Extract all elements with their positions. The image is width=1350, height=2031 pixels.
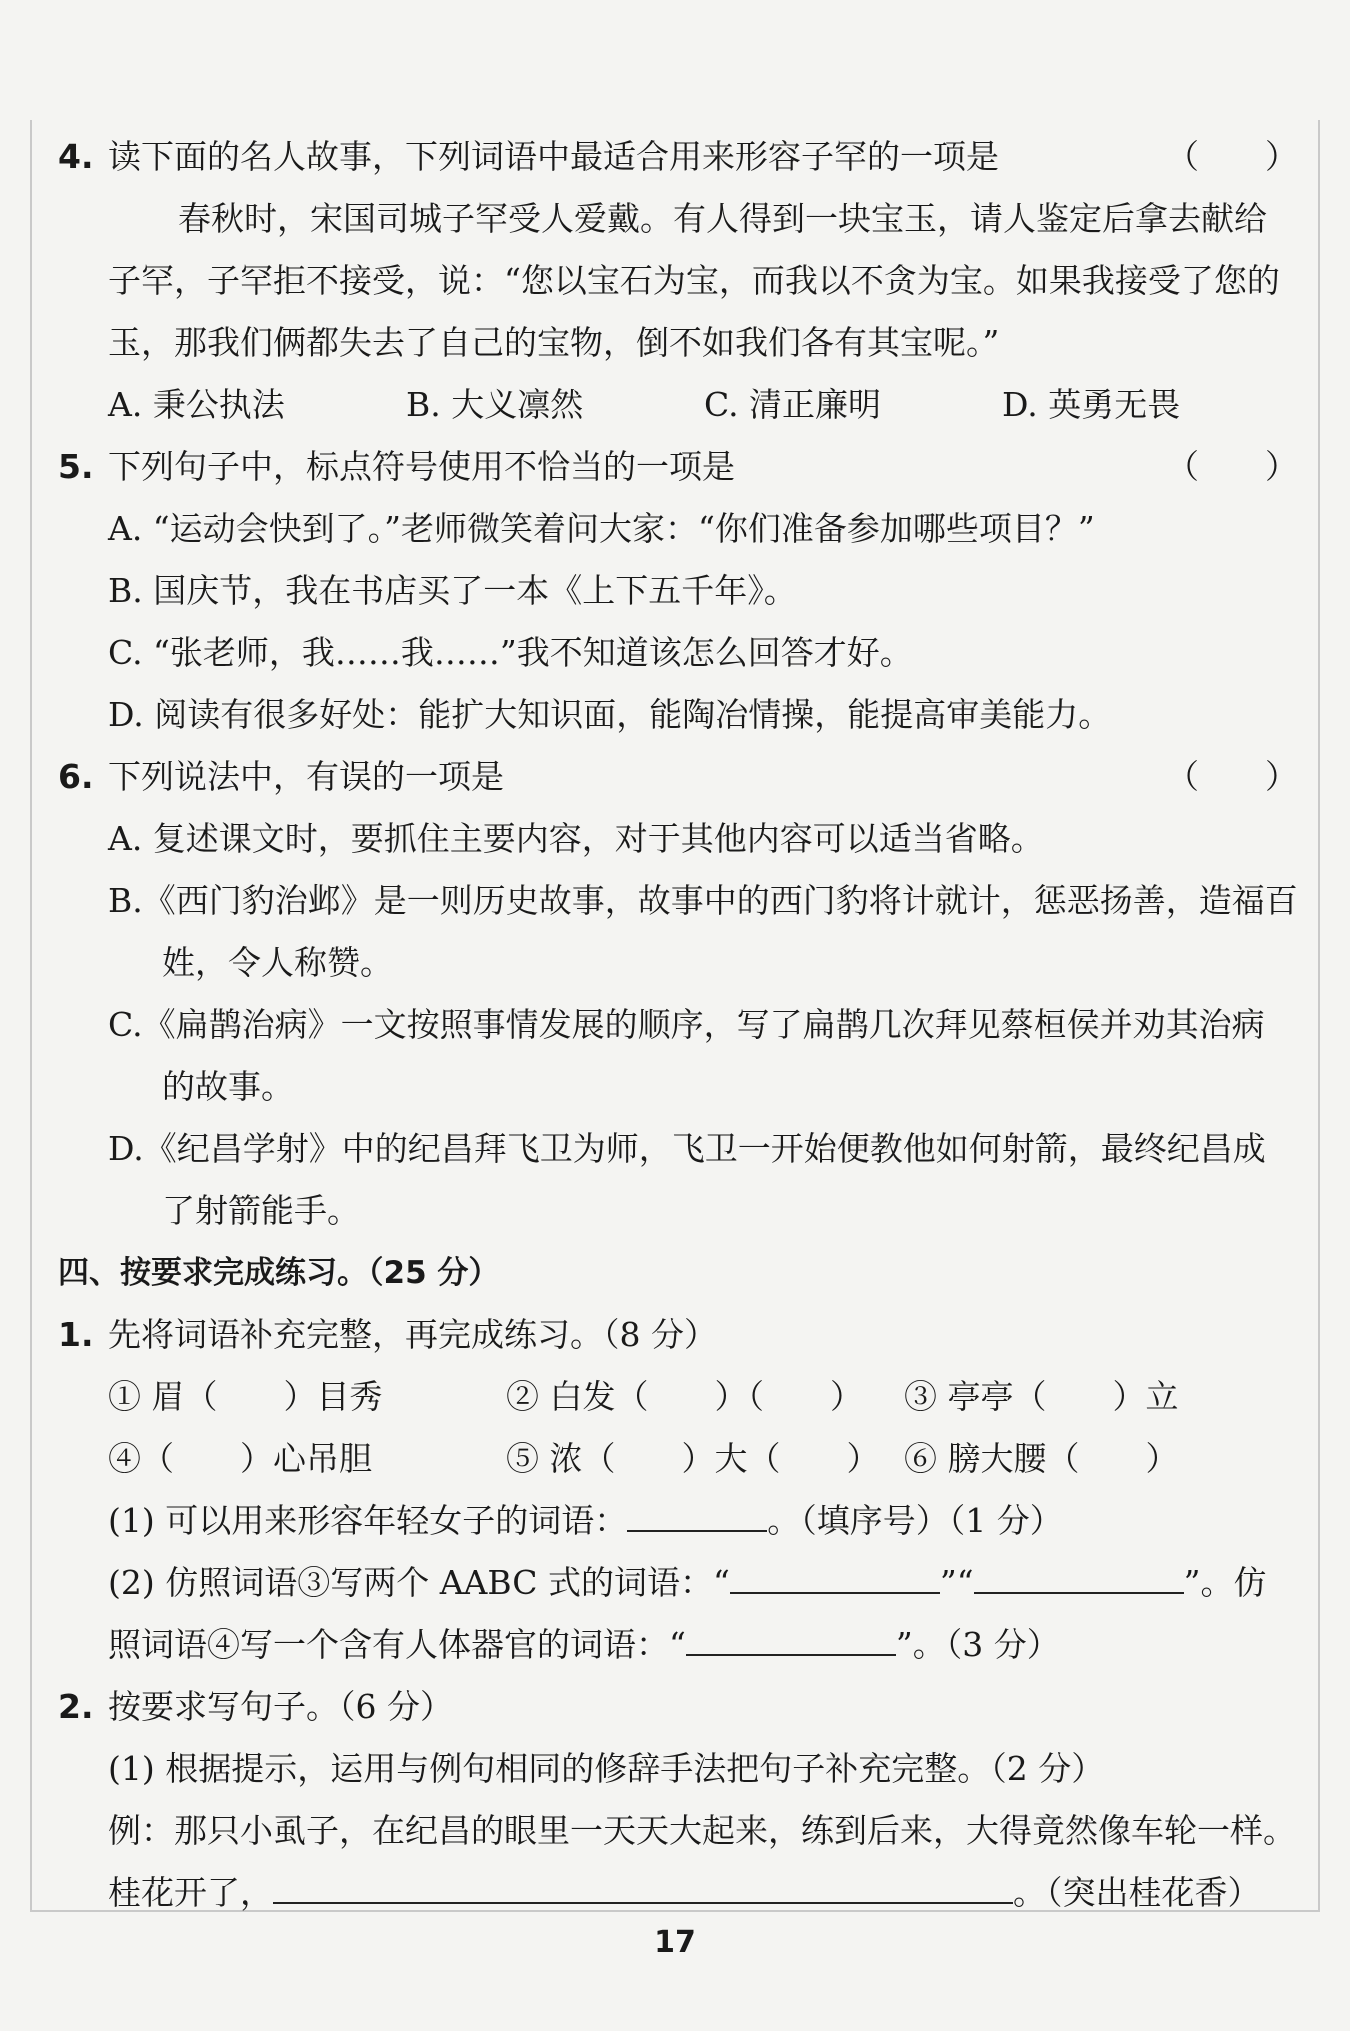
section-4-title: 四、按要求完成练习。（25 分） bbox=[58, 1255, 500, 1291]
s4q1-sub2-line-2 bbox=[58, 1614, 1298, 1676]
q6-option-b-cont: 姓，令人称赞。 bbox=[162, 943, 393, 982]
s4q1-number: 1. bbox=[58, 1315, 94, 1354]
word-item-4[interactable]: ④（ ）心吊胆 bbox=[108, 1439, 372, 1478]
q6-stem: 下列说法中，有误的一项是 bbox=[108, 757, 504, 796]
q6-option-a[interactable]: A. 复述课文时，要抓住主要内容，对于其他内容可以适当省略。 bbox=[108, 819, 1044, 858]
q5-stem-line bbox=[58, 436, 1298, 498]
q6-option-c-cont: 的故事。 bbox=[162, 1067, 294, 1106]
q4-stem-line bbox=[58, 126, 1298, 188]
s4q2-number: 2. bbox=[58, 1687, 94, 1726]
word-item-6[interactable]: ⑥ 膀大腰（ ） bbox=[904, 1439, 1179, 1478]
q4-option-c[interactable]: C. 清正廉明 bbox=[704, 385, 882, 424]
q4-option-d[interactable]: D. 英勇无畏 bbox=[1002, 385, 1181, 424]
word-item-1[interactable]: ① 眉（ ）目秀 bbox=[108, 1377, 383, 1416]
s4q1-sub2-prompt: (2) 仿照词语③写两个 AABC 式的词语：“ bbox=[108, 1563, 730, 1602]
q5-stem: 下列句子中，标点符号使用不恰当的一项是 bbox=[108, 447, 735, 486]
q6-option-c[interactable]: C.《扁鹊治病》一文按照事情发展的顺序，写了扁鹊几次拜见蔡桓侯并劝其治病 bbox=[108, 1005, 1265, 1044]
page-number: 17 bbox=[654, 1925, 696, 1960]
s4q2-stem-line bbox=[58, 1676, 1298, 1738]
q5-answer-paren[interactable]: （ ） bbox=[1166, 447, 1298, 486]
s4q1-sub1-line bbox=[58, 1490, 1298, 1552]
s4q1-sub2-prompt-2: 照词语④写一个含有人体器官的词语：“ bbox=[108, 1625, 686, 1664]
page-frame-right bbox=[1318, 120, 1320, 1910]
s4q1-sub2-line bbox=[58, 1552, 1298, 1614]
word-item-3[interactable]: ③ 亭亭（ ）立 bbox=[904, 1377, 1179, 1416]
q6-option-d[interactable]: D.《纪昌学射》中的纪昌拜飞卫为师，飞卫一开始便教他如何射箭，最终纪昌成 bbox=[108, 1129, 1266, 1168]
q5-option-a[interactable]: A. “运动会快到了。”老师微笑着问大家：“你们准备参加哪些项目？” bbox=[108, 509, 1095, 548]
q5-option-d[interactable]: D. 阅读有很多好处：能扩大知识面，能陶冶情操，能提高审美能力。 bbox=[108, 695, 1112, 734]
s4q2-fill-blank[interactable] bbox=[273, 1870, 1013, 1904]
s4q1-stem-line bbox=[58, 1304, 1298, 1366]
s4q2-stem: 按要求写句子。（6 分） bbox=[108, 1687, 453, 1726]
s4q1-words-row-2 bbox=[58, 1428, 1298, 1490]
q4-option-a[interactable]: A. 秉公执法 bbox=[108, 385, 285, 424]
s4q1-words-row-1 bbox=[58, 1366, 1298, 1428]
s4q1-sub2-blank-1[interactable] bbox=[730, 1560, 940, 1594]
q6-number: 6. bbox=[58, 757, 94, 796]
s4q2-fill-suffix: 。（突出桂花香） bbox=[1013, 1873, 1261, 1912]
q4-options bbox=[58, 374, 1298, 436]
word-item-5[interactable]: ⑤ 浓（ ）大（ ） bbox=[506, 1439, 880, 1478]
q4-option-b[interactable]: B. 大义凛然 bbox=[406, 385, 584, 424]
q4-story-line-3: 玉，那我们俩都失去了自己的宝物，倒不如我们各有其宝呢。” bbox=[108, 323, 1000, 362]
s4q1-sub2-suffix: ”。（3 分） bbox=[895, 1625, 1060, 1664]
q6-option-b[interactable]: B.《西门豹治邺》是一则历史故事，故事中的西门豹将计就计，惩恶扬善，造福百 bbox=[108, 881, 1298, 920]
s4q1-sub2-cont: ”。仿 bbox=[1183, 1563, 1267, 1602]
q4-story-line-2: 子罕，子罕拒不接受，说：“您以宝石为宝，而我以不贪为宝。如果我接受了您的 bbox=[108, 261, 1280, 300]
s4q1-sub2-blank-3[interactable] bbox=[686, 1622, 896, 1656]
q5-number: 5. bbox=[58, 447, 94, 486]
worksheet-content bbox=[58, 126, 1298, 1924]
page-frame-left bbox=[30, 120, 32, 1910]
s4q2-example: 例：那只小虱子，在纪昌的眼里一天天大起来，练到后来，大得竟然像车轮一样。 bbox=[108, 1811, 1296, 1850]
q5-option-c[interactable]: C. “张老师，我……我……”我不知道该怎么回答才好。 bbox=[108, 633, 913, 672]
q4-number: 4. bbox=[58, 137, 94, 176]
s4q1-sub1-suffix: 。（填序号）（1 分） bbox=[767, 1501, 1063, 1540]
s4q2-fill-prompt: 桂花开了， bbox=[108, 1873, 273, 1912]
s4q1-sub2-quote-sep: ”“ bbox=[939, 1563, 974, 1602]
s4q1-sub1-prompt: (1) 可以用来形容年轻女子的词语： bbox=[108, 1501, 628, 1540]
s4q1-stem: 先将词语补充完整，再完成练习。（8 分） bbox=[108, 1315, 717, 1354]
q4-stem: 读下面的名人故事，下列词语中最适合用来形容子罕的一项是 bbox=[108, 137, 999, 176]
q6-answer-paren[interactable]: （ ） bbox=[1166, 757, 1298, 796]
s4q1-sub2-blank-2[interactable] bbox=[974, 1560, 1184, 1594]
word-item-2[interactable]: ② 白发（ ）（ ） bbox=[506, 1377, 863, 1416]
q4-story-line-1: 春秋时，宋国司城子罕受人爱戴。有人得到一块宝玉，请人鉴定后拿去献给 bbox=[178, 199, 1267, 238]
s4q2-fill-line bbox=[58, 1862, 1298, 1924]
q6-stem-line bbox=[58, 746, 1298, 808]
s4q1-sub1-blank[interactable] bbox=[627, 1498, 767, 1532]
q4-answer-paren[interactable]: （ ） bbox=[1166, 137, 1298, 176]
s4q2-sub1: (1) 根据提示，运用与例句相同的修辞手法把句子补充完整。（2 分） bbox=[108, 1749, 1105, 1788]
q5-option-b[interactable]: B. 国庆节，我在书店买了一本《上下五千年》。 bbox=[108, 571, 797, 610]
q6-option-d-cont: 了射箭能手。 bbox=[162, 1191, 360, 1230]
